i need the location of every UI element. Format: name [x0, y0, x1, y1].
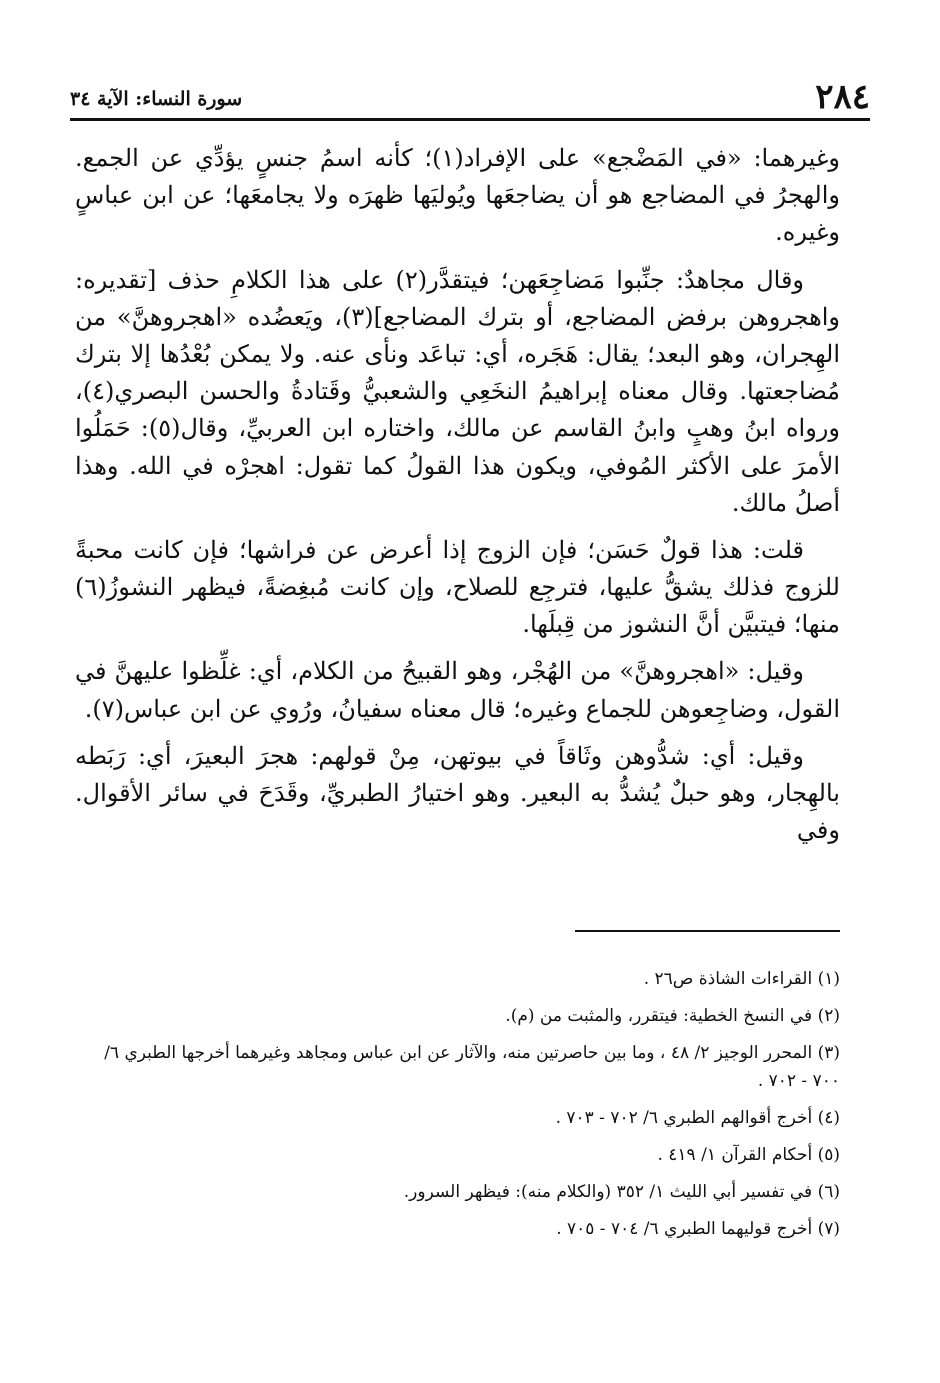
footnote-separator — [575, 930, 840, 932]
paragraph: وقال مجاهدٌ: جنِّبوا مَضاجِعَهن؛ فيتقدَّر(٢) على هذا الكلامِ حذف [تقديره: واهجروهن برفض المضاجع، أو بترك المضاجع](٣)، ويَعضُده «اهجروهنَّ» من الهِجران، وهو البعد؛ يقال: هَجَره، أي: تباعَد ونأى عنه. ولا يمكن بُعْدُها إلا بترك مُضاجعتها. وقال معناه إبراهيمُ النخَعِي والشعبيُّ وقَتادةُ والحسن البصري(٤)، ورواه ابنُ وهبٍ وابنُ القاسم عن مالك، واختاره ابن العربيِّ، وقال(٥): حَمَلُوا الأمرَ على الأكثر المُوفي، ويكون هذا القولُ كما تقول: اهجرْه في الله. وهذا أصلُ مالك. — [75, 265, 840, 517]
page-number: ٢٨٤ — [815, 77, 870, 117]
footnote: (٧) أخرج قوليهما الطبري ٦/ ٧٠٤ - ٧٠٥ . — [556, 1219, 840, 1240]
footnote: (٤) أخرج أقوالهم الطبري ٦/ ٧٠٢ - ٧٠٣ . — [555, 1108, 840, 1129]
footnote: (٣) المحرر الوجيز ٢/ ٤٨ ، وما بين حاصرتين منه، والآثار عن ابن عباس ومجاهد وغيرهما أخرجها الطبري ٦/ ٧٠٠ - ٧٠٢ . — [104, 1043, 840, 1092]
paragraph: وقيل: أي: شدُّوهن وثَاقاً في بيوتهن، مِنْ قولهم: هجرَ البعيرَ، أي: رَبَطه بالهِجار، وهو حبلٌ يُشدُّ به البعير. وهو اختيارُ الطبريِّ، وقَدَحَ في سائر الأقوال. وفي — [75, 741, 840, 845]
paragraph: قلت: هذا قولٌ حَسَن؛ فإن الزوج إذا أعرض عن فراشها؛ فإن كانت محبةً للزوج فذلك يشقُّ عليها، فترجِع للصلاح، وإن كانت مُبغِضةً، فيظهر النشوزُ(٦) منها؛ فيتبيَّن أنَّ النشوز من قِبلَها. — [75, 535, 840, 639]
footnote: (٢) في النسخ الخطية: فيتقرر، والمثبت من (م). — [505, 1006, 840, 1027]
paragraph: وغيرهما: «في المَضْجع» على الإفراد(١)؛ كأنه اسمُ جنسٍ يؤدِّي عن الجمع. والهجرُ في المضاجع هو أن يضاجعَها ويُوليَها ظهرَه ولا يجامعَها؛ عن ابن عباسٍ وغيره. — [75, 144, 840, 247]
footnote: (٥) أحكام القرآن ١/ ٤١٩ . — [657, 1145, 840, 1166]
footnote: (١) القراءات الشاذة ص٢٦ . — [643, 969, 840, 989]
main-text — [75, 140, 840, 859]
footnotes — [75, 965, 840, 1252]
paragraph: وقيل: «اهجروهنَّ» من الهُجْر، وهو القبيحُ من الكلام، أي: غلِّظوا عليهنَّ في القول، وضاجِعوهن للجماع وغيره؛ قال معناه سفيانُ، ورُوي عن ابن عباس(٧). — [75, 657, 840, 723]
footnote: (٦) في تفسير أبي الليث ١/ ٣٥٢ (والكلام منه): فيظهر السرور. — [403, 1182, 840, 1203]
page-header — [70, 62, 870, 121]
running-title: سورة النساء: الآية ٣٤ — [70, 88, 243, 110]
